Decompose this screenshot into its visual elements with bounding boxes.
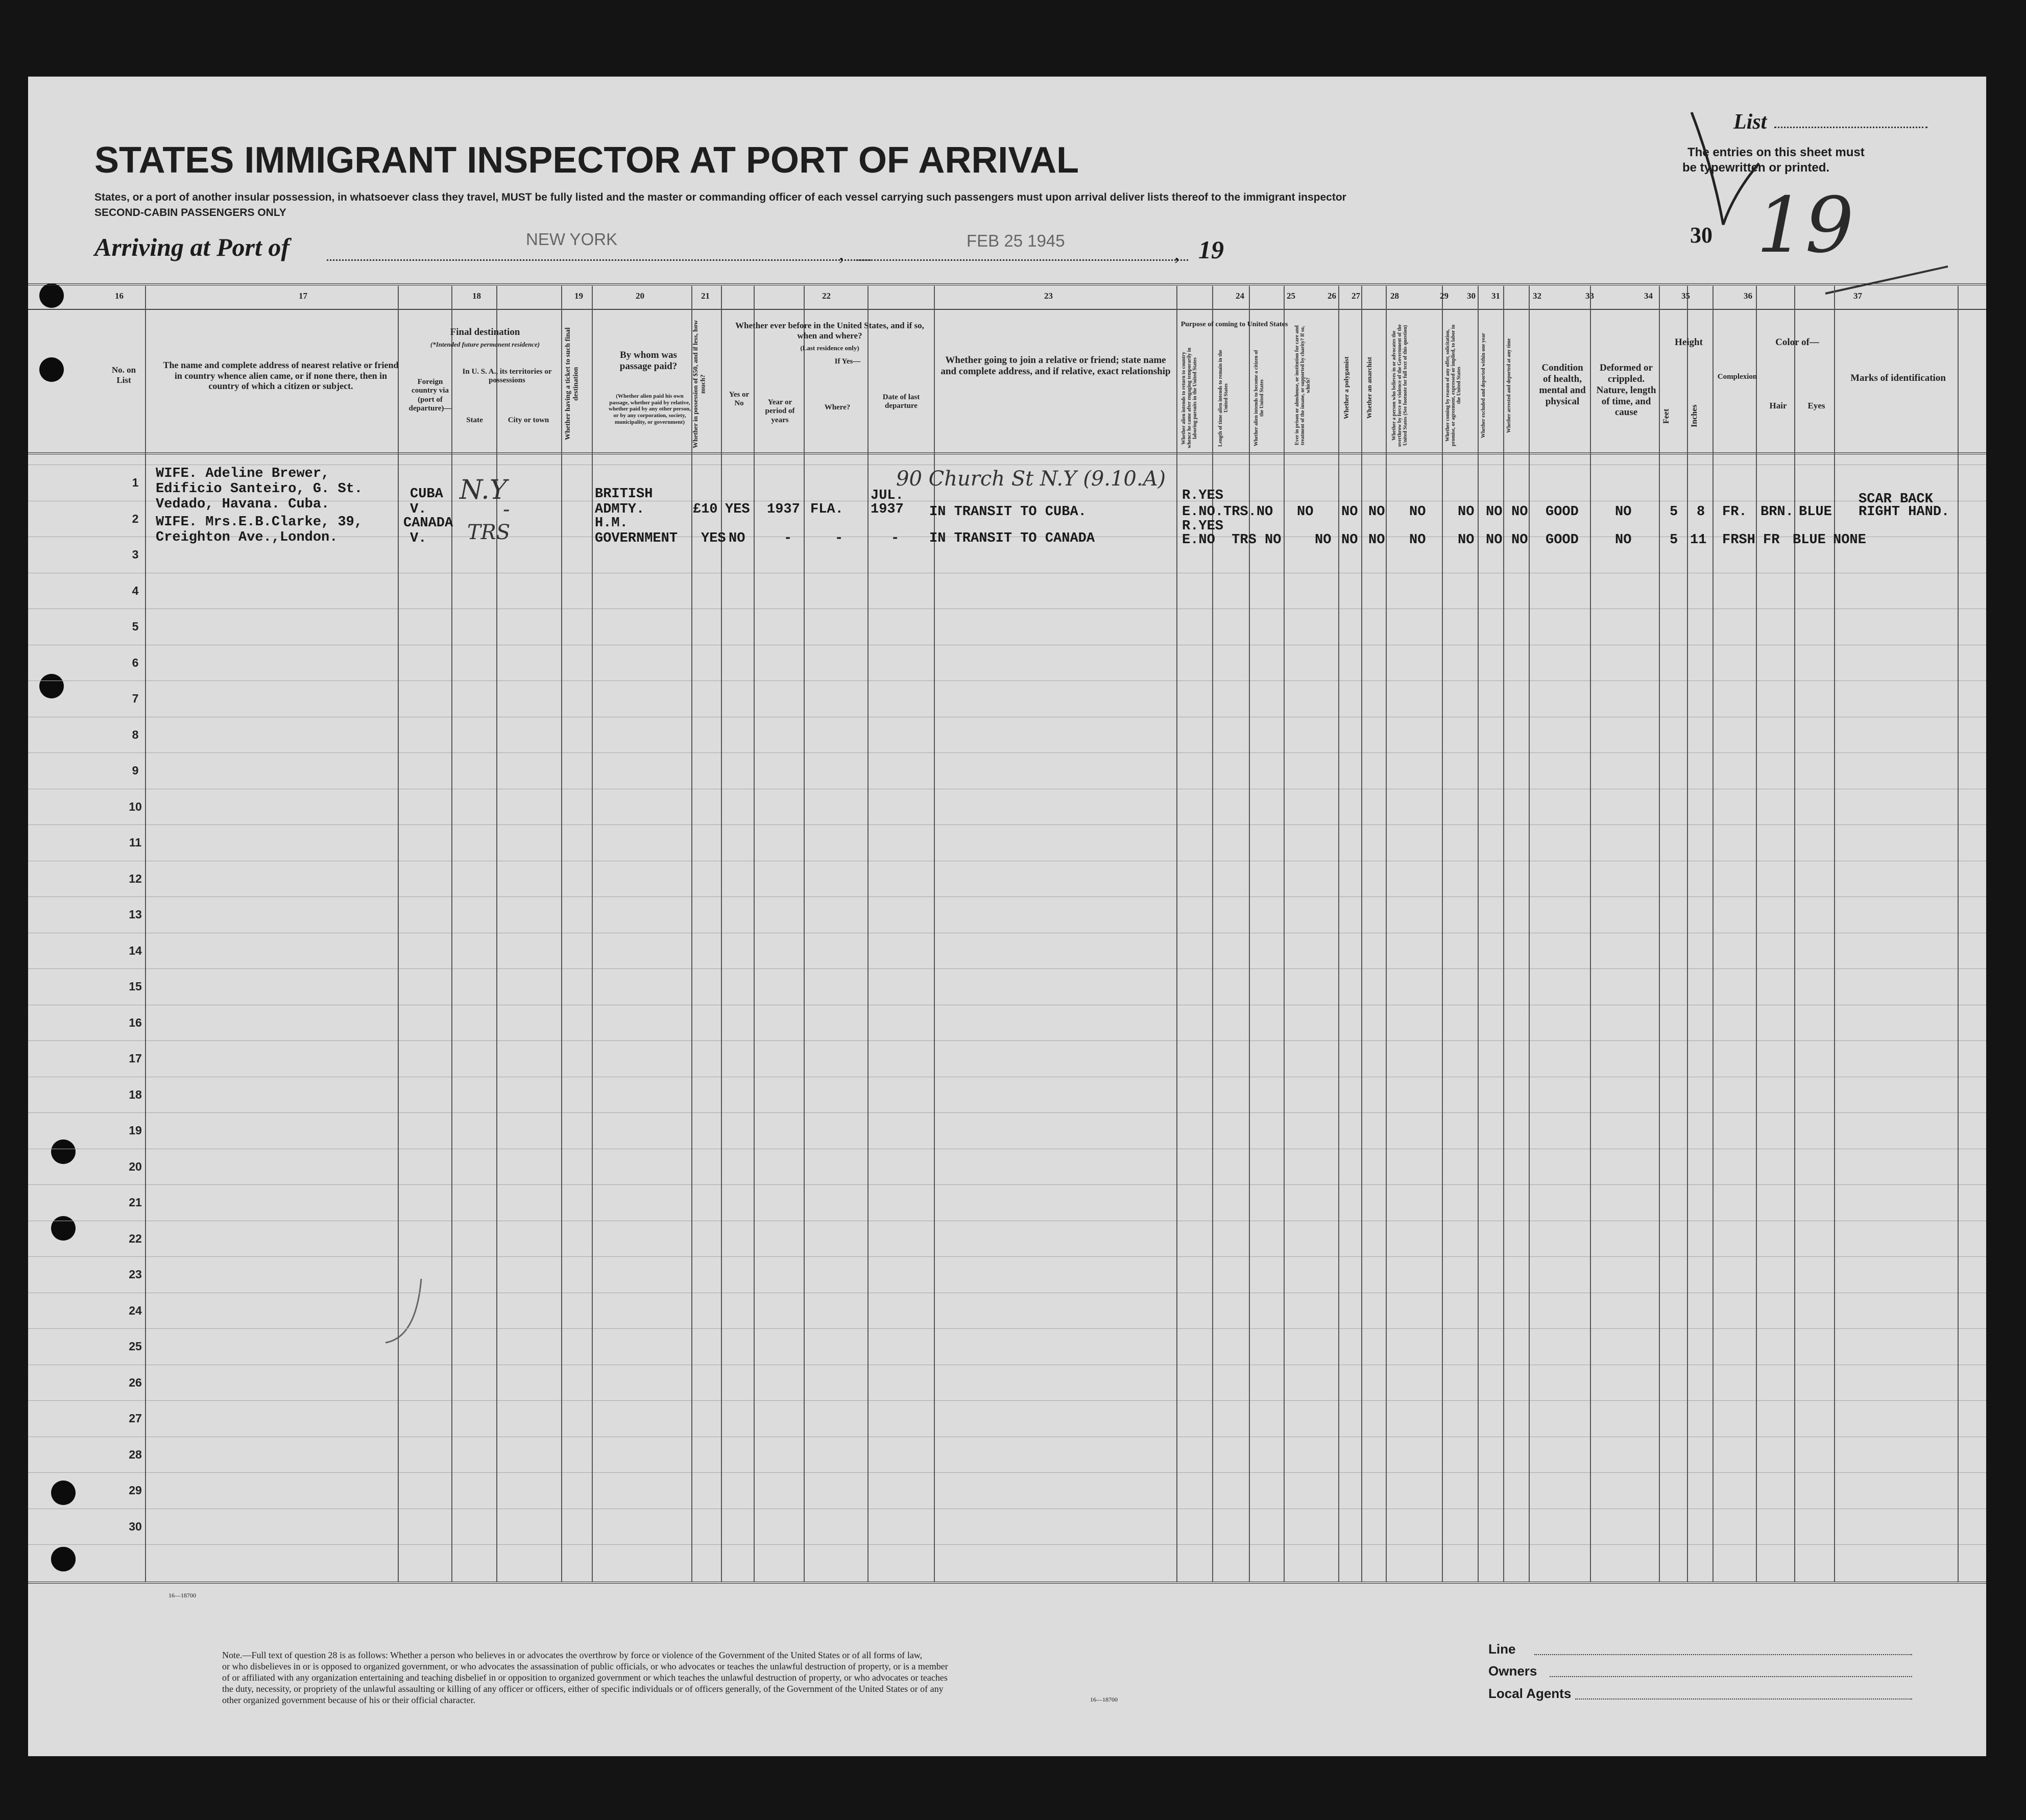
entry-2-foreign-country: CANADA — [403, 516, 453, 531]
row-number: 16 — [129, 1015, 142, 1029]
entry-1-name-line2: Edificio Santeiro, G. St. — [156, 481, 363, 497]
entry-1-complexion: FR. — [1722, 504, 1747, 520]
row-number: 13 — [129, 908, 142, 921]
footnote-line5: other organized government because of his or their official character. — [222, 1695, 476, 1705]
row-number: 25 — [129, 1340, 142, 1353]
entry-2-purpose-line2: E.NO TRS NO — [1182, 532, 1282, 548]
header-deported: Whether arrested and deported at any time — [1506, 338, 1512, 433]
comma: , — [839, 241, 844, 264]
header-purpose: Purpose of coming to United States — [1180, 321, 1288, 328]
entry-1-before-where: FLA. — [810, 502, 843, 517]
footer-form-code: 16—18700 — [1090, 1696, 1118, 1703]
colnum: 35 — [1681, 291, 1690, 301]
colnum: 18 — [472, 291, 481, 301]
header-no-on-list: No. on List — [111, 365, 136, 385]
year-prefix: 19 — [1198, 235, 1224, 264]
entry-2-inches: 11 — [1690, 532, 1707, 548]
entry-1-excluded: NO — [1486, 504, 1503, 520]
entry-2-hair: FR — [1763, 532, 1780, 548]
header-polygamist: Whether a polygamist — [1342, 356, 1350, 420]
entry-1-feet: 5 — [1670, 504, 1678, 520]
footer-owners-label: Owners — [1488, 1663, 1537, 1679]
row-number: 6 — [132, 656, 139, 669]
entries-note-1: The entries on this sheet must — [1687, 145, 1865, 159]
entry-1-before-year: 1937 — [767, 502, 800, 517]
entry-2-eyes: BLUE — [1793, 532, 1826, 548]
row-number: 27 — [129, 1412, 142, 1425]
entry-2-contract-labor: NO — [1458, 532, 1475, 548]
entry-2-purpose-line1: R.YES — [1182, 519, 1224, 534]
row-number: 26 — [129, 1375, 142, 1389]
entry-2-feet: 5 — [1670, 532, 1678, 548]
header-last-residence: (Last residence only) — [800, 344, 859, 352]
header-purpose-return: Whether alien intends to return to country whence he came after engaging temporarily in laboring pursuits in the United States — [1181, 348, 1198, 449]
header-year: Year or period of years — [765, 398, 795, 424]
header-prison: Ever in prison or almshouse, or institution for care and treatment of the insane, or supported by charity? If so, which? — [1294, 325, 1311, 446]
footer-line-rule — [1534, 1654, 1912, 1655]
form-code-bottom: 16—18700 — [168, 1592, 196, 1599]
entry-1-prison: NO — [1297, 504, 1314, 520]
entry-2-marks: NONE — [1833, 532, 1866, 548]
footer-line-label: Line — [1488, 1641, 1516, 1657]
entry-1-money: £10 — [693, 502, 718, 517]
colnum: 29 — [1440, 291, 1449, 301]
entry-2-deported: NO — [1511, 532, 1528, 548]
colnum: 25 — [1287, 291, 1295, 301]
footer-agents-label: Local Agents — [1488, 1686, 1572, 1701]
entry-2-deformed: NO — [1615, 532, 1632, 548]
entry-1-before-yesno: YES — [725, 502, 750, 517]
colnum: 30 — [1467, 291, 1476, 301]
entry-2-usa-handwritten: TRS — [467, 521, 511, 544]
list-label: List — [1733, 110, 1767, 134]
entry-1-foreign-country: CUBA — [410, 487, 443, 502]
entry-2-health: GOOD — [1546, 532, 1579, 548]
colnum: 33 — [1585, 291, 1594, 301]
entry-2-name-line1: WIFE. Mrs.E.B.Clarke, 39, — [156, 515, 363, 530]
footnote-line1: Note.—Full text of question 28 is as follows: Whether a person who believes in or advocates the overthrow by force or violence of the Government of the United States or of all forms of law, — [222, 1650, 923, 1660]
entry-1-join: IN TRANSIT TO CUBA. — [929, 504, 1087, 520]
entry-1-hair: BRN. — [1760, 504, 1794, 520]
colnum: 20 — [636, 291, 644, 301]
colnum: 22 — [822, 291, 831, 301]
entry-2-before-yesno: NO — [729, 531, 745, 546]
entry-1-paid-by-line1: BRITISH — [595, 487, 653, 502]
entry-1-anarchist: NO — [1368, 504, 1385, 520]
entry-2-anarchist: NO — [1368, 532, 1385, 548]
entry-2-name-line2: Creighton Ave.,London. — [156, 530, 338, 545]
entry-1-usa-state-handwritten: N.Y — [460, 475, 508, 505]
header-color-of: Color of— — [1775, 337, 1819, 348]
entry-2-prison: NO — [1315, 532, 1332, 548]
entry-1-deported: NO — [1511, 504, 1528, 520]
row-number: 15 — [129, 980, 142, 993]
header-final-destination-note: (*Intended future permanent residence) — [430, 341, 540, 348]
entry-1-eyes: BLUE — [1799, 504, 1832, 520]
header-before-in-us: Whether ever before in the United States, and if so, when and where? — [735, 321, 924, 341]
header-city: City or town — [508, 416, 549, 424]
port-stamp: NEW YORK — [526, 230, 618, 249]
arriving-label: Arriving at Port of — [94, 233, 290, 261]
header-relative-address: The name and complete address of nearest relative or friend in country whence alien came, or if none there, then in country of which a citizen or subject. — [163, 360, 399, 392]
row-number: 19 — [129, 1124, 142, 1137]
header-where: Where? — [824, 403, 851, 411]
entry-1-marks-line1: SCAR BACK — [1859, 492, 1933, 507]
header-passage-paid: By whom was passage paid? — [619, 350, 678, 372]
row-number: 4 — [132, 584, 139, 597]
manifest-sheet — [28, 77, 1986, 1756]
row-number: 21 — [129, 1196, 142, 1209]
footer-owners-rule — [1550, 1676, 1912, 1677]
row-number: 11 — [129, 836, 142, 849]
entry-1-deformed: NO — [1615, 504, 1632, 520]
row-number: 14 — [129, 943, 142, 957]
header-last-departure: Date of last departure — [882, 393, 920, 410]
entry-1-join-handwritten: 90 Church St N.Y (9.10.A) — [896, 467, 1166, 491]
colnum: 26 — [1328, 291, 1336, 301]
header-complexion: Complexion — [1717, 373, 1757, 381]
header-anarchist: Whether an anarchist — [1365, 357, 1373, 419]
entry-2-complexion: FRSH — [1722, 532, 1755, 548]
row-number: 5 — [132, 620, 139, 633]
entry-1-polygamist: NO — [1341, 504, 1358, 520]
row-number: 24 — [129, 1303, 142, 1317]
header-state: State — [466, 416, 483, 424]
column-rules — [28, 77, 1986, 1583]
row-number: 1 — [132, 476, 139, 489]
header-purpose-citizen: Whether alien intends to become a citizen of the United States — [1253, 350, 1265, 447]
header-final-destination: Final destination — [450, 327, 520, 337]
entry-1-before-date-line2: 1937 — [871, 502, 904, 517]
entry-2-foreign-via: V. — [410, 531, 427, 546]
colnum: 27 — [1352, 291, 1360, 301]
row-number: 8 — [132, 727, 139, 741]
header-excluded: Whether excluded and deported within one year — [1481, 333, 1486, 438]
header-health: Condition of health, mental and physical — [1539, 362, 1586, 407]
row-number: 9 — [132, 764, 139, 777]
colnum: 19 — [574, 291, 583, 301]
row-number: 29 — [129, 1484, 142, 1497]
colnum: 36 — [1744, 291, 1752, 301]
entry-2-overthrow: NO — [1409, 532, 1426, 548]
footer-agents-rule — [1575, 1698, 1912, 1700]
colnum: 34 — [1644, 291, 1653, 301]
row-number: 10 — [129, 799, 142, 813]
entry-2-excluded: NO — [1486, 532, 1503, 548]
header-overthrow: Whether a person who believes in or advocates the overthrow by force or violence of the Government of the United States (See footnote for full text of this question) — [1391, 324, 1408, 447]
date-stamp: FEB 25 1945 — [967, 231, 1065, 250]
row-number: 23 — [129, 1268, 142, 1281]
list-number-handwritten: 19 — [1756, 181, 1854, 270]
entries-note-2: be typewritten or printed. — [1682, 161, 1830, 175]
footnote-line4: the duty, necessity, or propriety of the unlawful assaulting or killing of any officer or officers, either of specific individuals or of officers generally, of the Government of the United States or of any — [222, 1684, 944, 1694]
entry-1-name-line1: WIFE. Adeline Brewer, — [156, 466, 330, 481]
entry-1-usa-city-handwritten: - — [503, 498, 510, 521]
entry-2-polygamist: NO — [1341, 532, 1358, 548]
colnum: 23 — [1044, 291, 1053, 301]
entry-2-join: IN TRANSIT TO CANADA — [929, 531, 1095, 546]
entry-1-name-line3: Vedado, Havana. Cuba. — [156, 497, 330, 512]
header-money: Whether in possession of $50, and if less, how much? — [691, 320, 707, 448]
header-yes-no: Yes or No — [729, 391, 750, 408]
header-inches: Inches — [1690, 404, 1699, 428]
entry-2-before-year: - — [784, 531, 792, 546]
header-feet: Feet — [1662, 408, 1671, 424]
colnum: 16 — [115, 291, 124, 301]
row-number: 7 — [132, 692, 139, 705]
entry-1-overthrow: NO — [1409, 504, 1426, 520]
header-marks: Marks of identification — [1850, 373, 1946, 383]
comma2: , — [1174, 241, 1179, 264]
header-ticket: Whether having a ticket to such final destination — [564, 327, 580, 441]
header-join-relative: Whether going to join a relative or friend; state name and complete address, and if relative, exact relationship — [940, 355, 1171, 377]
row-number: 12 — [129, 871, 142, 885]
entry-1-paid-by-line2: ADMTY. — [595, 502, 645, 517]
header-passage-paid-note: (Whether alien paid his own passage, whether paid by relative, whether paid by any other person, or by any corporation, society, municipality, or government) — [609, 393, 691, 425]
row-number: 20 — [129, 1159, 142, 1173]
entry-2-before-date: - — [891, 531, 900, 546]
entry-1-contract-labor: NO — [1458, 504, 1475, 520]
entry-1-health: GOOD — [1546, 504, 1579, 520]
row-number: 2 — [132, 512, 139, 525]
footnote-line2: or who disbelieves in or is opposed to organized government, or who advocates the assassination of public officials, or who advocates or teaches the unlawful destruction of property, or is a member — [222, 1661, 948, 1671]
entry-1-foreign-via: V. — [410, 502, 427, 517]
colnum: 37 — [1853, 291, 1862, 301]
colnum: 21 — [701, 291, 710, 301]
form-instructions: States, or a port of another insular possession, in whatsoever class they travel, MUST be fully listed and the master or commanding officer of each vessel carrying such passengers must upon arrival deliver lists thereof to the immigrant inspector — [94, 191, 1346, 203]
header-purpose-length: Length of time alien intends to remain in the United States — [1218, 350, 1229, 447]
entry-2-before-where: - — [835, 531, 843, 546]
entry-1-marks-line2: RIGHT HAND. — [1859, 504, 1950, 520]
colnum: 17 — [299, 291, 307, 301]
colnum: 24 — [1236, 291, 1244, 301]
header-contract-labor: Whether coming by reason of any offer, solicitation, promise, or agreement, expressed or implied, to labor in the United States — [1445, 324, 1462, 447]
row-number: 3 — [132, 548, 139, 561]
footnote-line3: of or affiliated with any organization entertaining and teaching disbelief in or opposition to organized government or which teaches the unlawful destruction of property, or who advocates or teaches — [222, 1672, 948, 1683]
cabin-class: SECOND-CABIN PASSENGERS ONLY — [94, 207, 286, 219]
form-title: STATES IMMIGRANT INSPECTOR AT PORT OF ARRIVAL — [94, 140, 1079, 181]
colnum: 31 — [1491, 291, 1500, 301]
entry-1-purpose-line2: E.NO.TRS.NO — [1182, 504, 1273, 520]
header-hair: Hair — [1769, 401, 1787, 410]
colnum: 28 — [1390, 291, 1399, 301]
entry-2-paid-by-line2: GOVERNMENT — [595, 531, 678, 546]
entry-1-before-date-line1: JUL. — [871, 488, 904, 503]
entry-2-paid-by-line1: H.M. — [595, 516, 628, 531]
row-number: 30 — [129, 1519, 142, 1533]
header-height: Height — [1675, 337, 1703, 348]
header-deformed: Deformed or crippled. Nature, length of time, and cause — [1596, 362, 1656, 418]
row-number: 28 — [129, 1447, 142, 1461]
colnum: 32 — [1533, 291, 1541, 301]
row-number: 18 — [129, 1087, 142, 1101]
sheet-number: 30 — [1690, 223, 1713, 248]
header-if-yes: If Yes— — [834, 357, 861, 366]
header-in-usa: In U. S. A., its territories or possessions — [462, 368, 552, 385]
header-foreign-country: Foreign country via (port of departure)— — [408, 378, 452, 412]
row-number: 17 — [129, 1052, 142, 1065]
entry-1-inches: 8 — [1697, 504, 1705, 520]
header-eyes: Eyes — [1807, 401, 1825, 410]
entry-1-purpose-line1: R.YES — [1182, 488, 1224, 503]
entry-2-money: YES — [701, 531, 726, 546]
row-number: 22 — [129, 1231, 142, 1245]
